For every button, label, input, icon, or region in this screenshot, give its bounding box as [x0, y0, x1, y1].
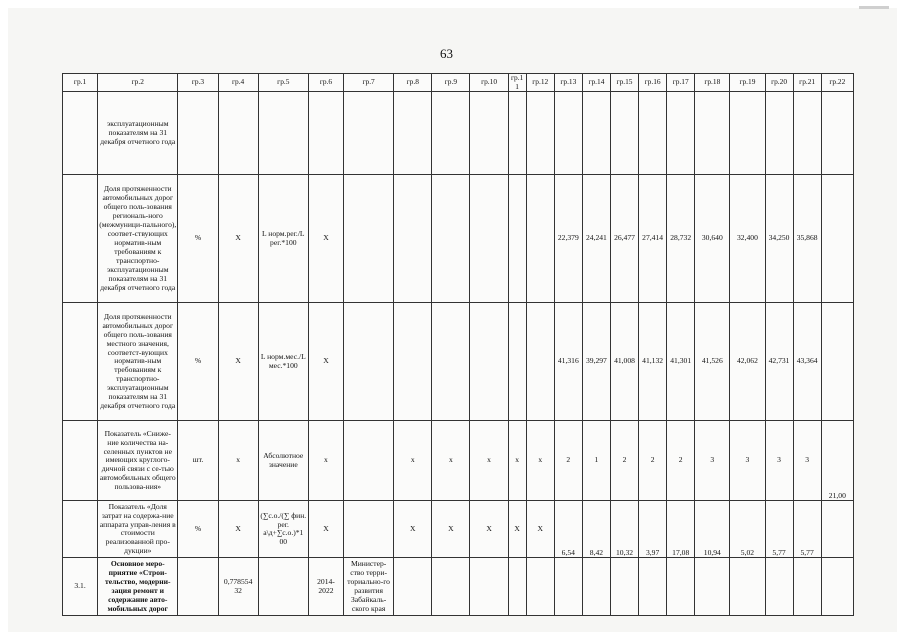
value-cell: 2 — [554, 421, 582, 501]
table-cell — [63, 92, 98, 175]
table-cell: х — [218, 421, 258, 501]
value-cell: 10,94 — [695, 501, 730, 558]
table-cell — [344, 421, 394, 501]
value-cell: 42,062 — [730, 303, 765, 421]
table-cell: 0,778554 32 — [218, 558, 258, 616]
table-cell — [394, 92, 432, 175]
value-cell: 3,97 — [639, 501, 667, 558]
table-cell — [470, 92, 508, 175]
table-cell: X — [308, 501, 343, 558]
column-header: гр.14 — [582, 74, 610, 92]
table-cell — [258, 92, 308, 175]
value-cell: 3 — [695, 421, 730, 501]
value-cell: 3 — [730, 421, 765, 501]
column-header: гр.2 — [98, 74, 178, 92]
value-cell: 2 — [639, 421, 667, 501]
value-cell — [821, 175, 853, 303]
table-cell: X — [218, 303, 258, 421]
table-cell: L норм.рег./L рег.*100 — [258, 175, 308, 303]
value-cell — [554, 92, 582, 175]
column-header: гр.18 — [695, 74, 730, 92]
value-cell: 21,00 — [821, 421, 853, 501]
column-header: гр.10 — [470, 74, 508, 92]
table-cell: X — [308, 303, 343, 421]
value-cell: 5,77 — [793, 501, 821, 558]
table-cell: L норм.мес./L мес.*100 — [258, 303, 308, 421]
table-cell — [178, 558, 218, 616]
column-header: гр.4 — [218, 74, 258, 92]
value-cell — [610, 92, 638, 175]
scan-artifact — [859, 6, 889, 9]
table-cell: (∑с.о./(∑ фин. рег. а\д+∑с.о.)*1 00 — [258, 501, 308, 558]
table-cell: % — [178, 175, 218, 303]
value-cell: 32,400 — [730, 175, 765, 303]
value-cell — [821, 92, 853, 175]
column-header: гр.21 — [793, 74, 821, 92]
table-cell — [432, 303, 470, 421]
page-number: 63 — [440, 46, 453, 61]
column-header: гр.1 1 — [508, 74, 526, 92]
value-cell: 41,526 — [695, 303, 730, 421]
table-cell — [470, 175, 508, 303]
value-cell — [582, 92, 610, 175]
column-header: гр.8 — [394, 74, 432, 92]
value-cell: 34,250 — [765, 175, 793, 303]
column-header: гр.6 — [308, 74, 343, 92]
table-cell: х — [526, 421, 554, 501]
value-cell — [821, 501, 853, 558]
value-cell: 2 — [667, 421, 695, 501]
value-cell — [821, 303, 853, 421]
table-cell: х — [470, 421, 508, 501]
column-header: гр.1 — [63, 74, 98, 92]
table-cell — [470, 558, 508, 616]
table-row — [63, 303, 854, 421]
indicator-name-cell: Показатель «Сниже-ние количества на-селенных пунктов не имеющих круглого-дичной связи с се-тью автомобильных общего пользова-ния» — [98, 421, 178, 501]
value-cell: 30,640 — [695, 175, 730, 303]
table-cell — [394, 558, 432, 616]
table-cell — [63, 421, 98, 501]
column-header: гр.17 — [667, 74, 695, 92]
table-cell: X — [218, 175, 258, 303]
value-cell: 43,364 — [793, 303, 821, 421]
value-cell — [695, 558, 730, 616]
column-header: гр.16 — [639, 74, 667, 92]
value-cell: 3 — [793, 421, 821, 501]
table-cell — [432, 558, 470, 616]
table-cell: X — [470, 501, 508, 558]
table-cell: Абсолютное значение — [258, 421, 308, 501]
column-header: гр.20 — [765, 74, 793, 92]
value-cell: 41,316 — [554, 303, 582, 421]
column-header: гр.13 — [554, 74, 582, 92]
table-cell — [258, 558, 308, 616]
table-cell — [63, 303, 98, 421]
table-cell: % — [178, 303, 218, 421]
table-cell — [470, 303, 508, 421]
value-cell — [639, 92, 667, 175]
table-row — [63, 558, 854, 616]
table-cell: Министер-ство терри-ториально-го развития Забайкаль-ского края — [344, 558, 394, 616]
value-cell: 2 — [610, 421, 638, 501]
value-cell: 28,732 — [667, 175, 695, 303]
value-cell: 41,008 — [610, 303, 638, 421]
table-row — [63, 421, 854, 501]
value-cell — [554, 558, 582, 616]
indicator-name-cell: Доля протяженности автомобильных дорог общего поль-зования региональ-ного (межмуници-пального), соответ-ствующих норматив-ным требованиям к транспортно-эксплуатационным показателям на 31 декабря отчетного года — [98, 175, 178, 303]
indicators-table — [62, 73, 854, 616]
value-cell: 42,731 — [765, 303, 793, 421]
table-cell: х — [308, 421, 343, 501]
table-cell — [178, 92, 218, 175]
value-cell: 39,297 — [582, 303, 610, 421]
value-cell — [695, 92, 730, 175]
table-cell — [526, 175, 554, 303]
column-header: гр.5 — [258, 74, 308, 92]
value-cell — [793, 558, 821, 616]
value-cell: 41,301 — [667, 303, 695, 421]
table-cell — [344, 175, 394, 303]
header-row — [63, 74, 854, 92]
value-cell: 3 — [765, 421, 793, 501]
indicator-name-cell: эксплуатационным показателям на 31 декабря отчетного года — [98, 92, 178, 175]
table-cell — [218, 92, 258, 175]
table-cell: X — [394, 501, 432, 558]
value-cell — [793, 92, 821, 175]
value-cell — [821, 558, 853, 616]
table-cell: х — [394, 421, 432, 501]
column-header: гр.19 — [730, 74, 765, 92]
value-cell: 1 — [582, 421, 610, 501]
table-cell: х — [508, 421, 526, 501]
table-cell — [508, 92, 526, 175]
value-cell: 8,42 — [582, 501, 610, 558]
column-header: гр.3 — [178, 74, 218, 92]
value-cell: 24,241 — [582, 175, 610, 303]
value-cell: 17,08 — [667, 501, 695, 558]
indicator-name-cell: Основное меро-приятие «Строи-тельство, модерни-зация ремонт и содержание авто-мобильных дорог — [98, 558, 178, 616]
table-cell — [432, 92, 470, 175]
table-cell — [508, 303, 526, 421]
table-cell: х — [432, 421, 470, 501]
value-cell — [765, 558, 793, 616]
table-cell: X — [308, 175, 343, 303]
table-cell — [394, 303, 432, 421]
table-cell: шт. — [178, 421, 218, 501]
table-cell — [344, 303, 394, 421]
table-cell — [394, 175, 432, 303]
value-cell: 35,868 — [793, 175, 821, 303]
value-cell — [667, 558, 695, 616]
table-cell — [432, 175, 470, 303]
indicator-name-cell: Доля протяженности автомобильных дорог общего поль-зования местного значения, соответст-вующих норматив-ным требованиям к транспортно-эксплуатационным показателям на 31 декабря отчетного года — [98, 303, 178, 421]
table-cell — [508, 558, 526, 616]
table-cell: % — [178, 501, 218, 558]
value-cell: 41,132 — [639, 303, 667, 421]
table-cell — [344, 501, 394, 558]
value-cell — [730, 92, 765, 175]
column-header: гр.22 — [821, 74, 853, 92]
table-cell — [526, 558, 554, 616]
value-cell: 5,77 — [765, 501, 793, 558]
value-cell: 10,32 — [610, 501, 638, 558]
value-cell — [667, 92, 695, 175]
column-header: гр.12 — [526, 74, 554, 92]
table-cell: X — [508, 501, 526, 558]
table-cell — [63, 175, 98, 303]
value-cell: 26,477 — [610, 175, 638, 303]
value-cell — [639, 558, 667, 616]
column-header: гр.9 — [432, 74, 470, 92]
table-row — [63, 501, 854, 558]
value-cell — [730, 558, 765, 616]
table-cell: X — [432, 501, 470, 558]
table-cell — [526, 92, 554, 175]
value-cell: 5,02 — [730, 501, 765, 558]
value-cell: 27,414 — [639, 175, 667, 303]
value-cell — [610, 558, 638, 616]
table-cell: X — [218, 501, 258, 558]
table-cell: 2014-2022 — [308, 558, 343, 616]
value-cell — [582, 558, 610, 616]
table-cell — [344, 92, 394, 175]
value-cell: 6,54 — [554, 501, 582, 558]
table-cell — [526, 303, 554, 421]
table-cell — [508, 175, 526, 303]
table-cell — [63, 501, 98, 558]
value-cell: 22,379 — [554, 175, 582, 303]
table-cell — [308, 92, 343, 175]
column-header: гр.15 — [610, 74, 638, 92]
value-cell — [765, 92, 793, 175]
table-row — [63, 92, 854, 175]
table-row — [63, 175, 854, 303]
table-cell: 3.1. — [63, 558, 98, 616]
column-header: гр.7 — [344, 74, 394, 92]
indicator-name-cell: Показатель «Доля затрат на содержа-ние аппарата управ-ления в стоимости реализованной про-дукции» — [98, 501, 178, 558]
table-cell: X — [526, 501, 554, 558]
